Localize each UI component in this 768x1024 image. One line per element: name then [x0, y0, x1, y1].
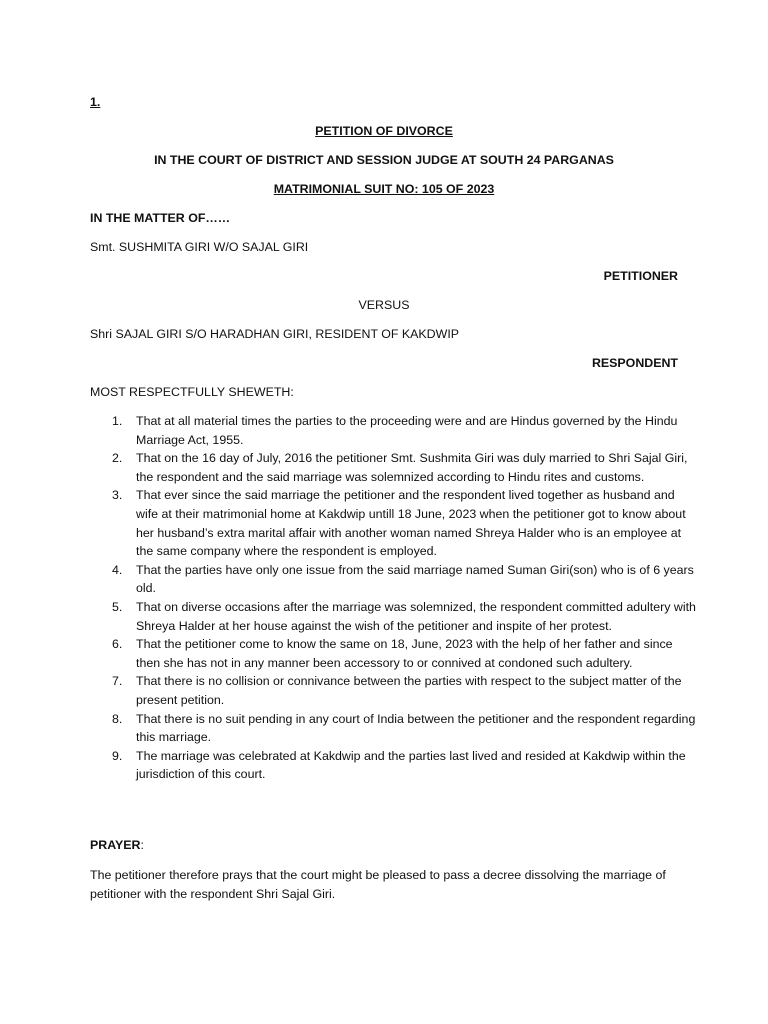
prayer-label: PRAYER: [90, 838, 141, 852]
sheweth-heading: MOST RESPECTFULLY SHEWETH:: [90, 385, 294, 399]
list-item: [0, 561, 696, 598]
in-the-matter: IN THE MATTER OF……: [90, 211, 231, 225]
item-number: 3.: [112, 488, 123, 503]
document-title: PETITION OF DIVORCE: [315, 124, 453, 138]
respondent-label: RESPONDENT: [591, 356, 678, 370]
prayer-colon: :: [140, 838, 144, 852]
item-number: 1.: [112, 414, 123, 428]
list-item: [0, 710, 696, 747]
list-item: [0, 672, 696, 709]
list-item: [0, 412, 696, 449]
item-text: That the petitioner come to know the same on 18, June, 2023 with the help of her father and since then she has not in any manner been accessory to or connived at condoned such adultery.: [136, 637, 673, 670]
item-number: 4.: [112, 562, 123, 577]
item-number: 2.: [112, 451, 123, 466]
item-number: 8.: [112, 711, 123, 726]
petitioner-label: PETITIONER: [603, 269, 678, 283]
item-text: That ever since the said marriage the petitioner and the respondent lived together as husband and wife at their matrimonial home at Kakdwip untill 18 June, 2023 when the petitioner got to know about her husband’s extra marital affair with another woman named Shreya Halder who is an employee at the same company where the respondent is employed.: [136, 488, 686, 559]
suit-number: MATRIMONIAL SUIT NO: 105 OF 2023: [273, 182, 495, 196]
item-number: 5.: [112, 599, 123, 614]
item-text: That there is no suit pending in any court of India between the petitioner and the respondent regarding this marriage.: [136, 711, 696, 745]
prayer-heading: [90, 838, 144, 852]
petitioner-name: Smt. SUSHMITA GIRI W/O SAJAL GIRI: [90, 240, 309, 254]
item-text: That on the 16 day of July, 2016 the petitioner Smt. Sushmita Giri was duly married to Shri Sajal Giri, the respondent and the said marriage was solemnized according to Hindu rites and customs.: [136, 451, 688, 484]
page-number-marker: 1.: [90, 95, 101, 109]
item-text: The marriage was celebrated at Kakdwip and the parties last lived and resided at Kakdwip within the jurisdiction of this court.: [136, 748, 686, 782]
item-text: That there is no collision or connivance between the parties with respect to the subject matter of the present petition.: [136, 674, 682, 707]
item-number: 6.: [112, 637, 123, 652]
list-item: [0, 635, 696, 672]
prayer-text: The petitioner therefore prays that the court might be pleased to pass a decree dissolving the marriage of petitioner with the respondent Shri Sajal Giri.: [90, 868, 666, 901]
item-number: 9.: [112, 748, 123, 763]
item-text: That on diverse occasions after the marriage was solemnized, the respondent committed adultery with Shreya Halder at her house against the wish of the petitioner and inspite of her protest.: [136, 599, 696, 633]
averments-list: [0, 412, 768, 784]
versus-text: VERSUS: [358, 298, 410, 312]
court-heading: IN THE COURT OF DISTRICT AND SESSION JUDGE AT SOUTH 24 PARGANAS: [154, 153, 614, 167]
list-item: [0, 598, 696, 635]
respondent-name: Shri SAJAL GIRI S/O HARADHAN GIRI, RESIDENT OF KAKDWIP: [90, 327, 460, 341]
list-item: [0, 486, 696, 560]
item-text: That at all material times the parties to the proceeding were and are Hindus governed by the Hindu Marriage Act, 1955.: [136, 414, 678, 447]
list-item: [0, 747, 696, 784]
list-item: [0, 449, 696, 486]
item-number: 7.: [112, 674, 123, 689]
item-text: That the parties have only one issue from the said marriage named Suman Giri(son) who is of 6 years old.: [136, 562, 694, 596]
